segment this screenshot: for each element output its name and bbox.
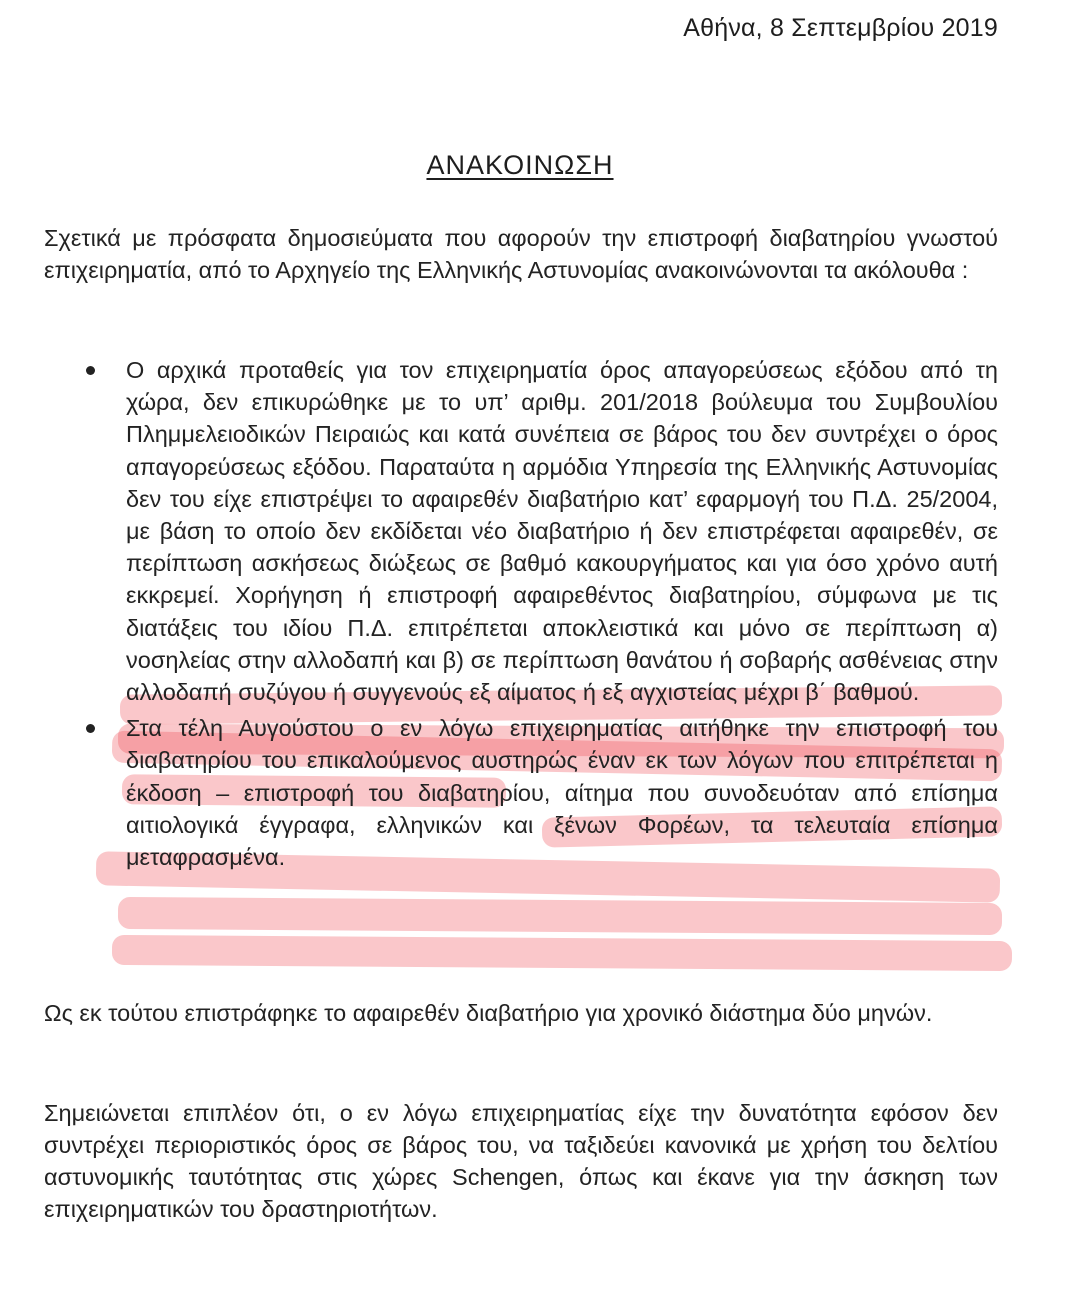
bullet-list [80,354,998,873]
bullet-text: Στα τέλη Αυγούστου ο εν λόγω επιχειρηματίας αιτήθηκε την επιστροφή του διαβατηρίου του επικαλούμενος αυστηρώς έναν εκ των λόγων που επιτρέπεται η έκδοση – επιστροφή του διαβατηρίου, αίτημα που συνοδευόταν από επίσημα αιτιολογικά έγγραφα, ελληνικών και ξένων Φορέων, τα τελευταία επίσημα μεταφρασμένα. [126,715,998,871]
bullet-text: Ο αρχικά προταθείς για τον επιχειρηματία όρος απαγορεύσεως εξόδου από τη χώρα, δεν επικυρώθηκε με το υπ’ αριθμ. 201/2018 βούλευμα του Συμβουλίου Πλημμελειοδικών Πειραιώς και κατά συνέπεια σε βάρος του δεν συντρέχει ο όρος απαγορεύσεως εξόδου. Παραταύτα η αρμόδια Υπηρεσία της Ελληνικής Αστυνομίας δεν του είχε επιστρέψει το αφαιρεθέν διαβατήριο κατ’ εφαρμογή του Π.Δ. 25/2004, με βάση το οποίο δεν εκδίδεται νέο διαβατήριο ή δεν επιστρέφεται αφαιρεθέν, σε περίπτωση ασκήσεως διώξεως σε βαθμό κακουργήματος και για όσο χρόνο αυτή εκκρεμεί. Χορήγηση ή επιστροφή αφαιρεθέντος διαβατηρίου, σύμφωνα με τις διατάξεις του ιδίου Π.Δ. επιτρέπεται αποκλειστικά και μόνο σε περίπτωση α) νοσηλείας στην αλλοδαπή και β) σε περίπτωση θανάτου ή σοβαρής ασθένειας στην αλλοδαπή συζύγου ή συγγενούς εξ αίματος ή εξ αγχιστείας μέχρι β΄ βαθμού. [126,357,998,706]
note-paragraph: Σημειώνεται επιπλέον ότι, ο εν λόγω επιχειρηματίας είχε την δυνατότητα εφόσον δεν συντρέχει περιοριστικός όρος σε βάρος του, να ταξιδεύει κανονικά με χρήση του δελτίου αστυνομικής ταυτότητας στις χώρες Schengen, όπως και έκανε για την άσκηση των επιχειρηματικών του δραστηριοτήτων. [44,1100,998,1222]
bullet-dot-icon [86,724,95,733]
bullet-item-request [80,712,998,873]
bullet-item-exit-ban [80,354,998,708]
date-line: Αθήνα, 8 Σεπτεμβρίου 2019 [683,14,998,42]
conclusion-paragraph: Ως εκ τούτου επιστράφηκε το αφαιρεθέν διαβατήριο για χρονικό διάστημα δύο μηνών. [44,1000,933,1026]
highlight-mark [118,897,1002,935]
bullet-dot-icon [86,366,95,375]
intro-paragraph: Σχετικά με πρόσφατα δημοσιεύματα που αφορούν την επιστροφή διαβατηρίου γνωστού επιχειρηματία, από το Αρχηγείο της Ελληνικής Αστυνομίας ανακοινώνονται τα ακόλουθα : [44,225,998,283]
highlight-mark [112,935,1012,971]
document-title: ΑΝΑΚΟΙΝΩΣΗ [426,150,614,180]
